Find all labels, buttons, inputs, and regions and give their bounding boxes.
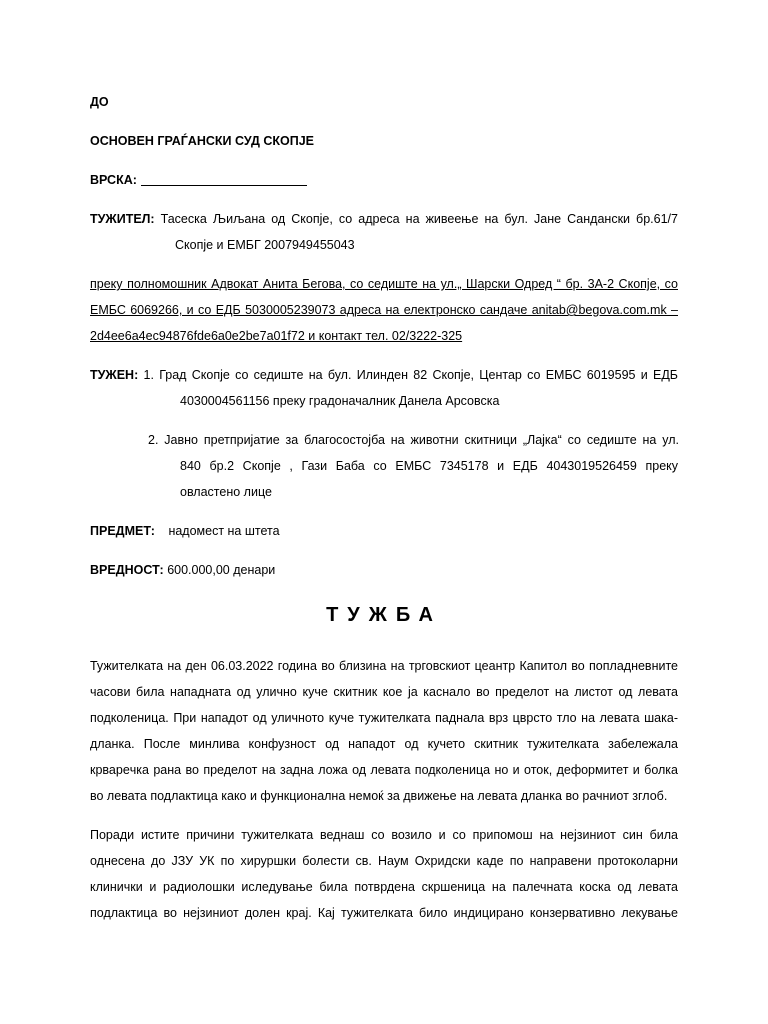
body-p1-line-4: дланка. После минлива конфузност од нападот од кучето скитник тужителката забележала	[90, 737, 678, 751]
amount-label: ВРЕДНОСТ:	[90, 563, 164, 577]
defendant-2-text-3: овластено лице	[180, 485, 272, 499]
addressee-to: ДО	[90, 95, 109, 109]
defendant-label: ТУЖЕН:	[90, 368, 139, 382]
body-p1-line-5: крварeчка рана во пределот на задна ложа од левата подколеница но и оток, деформитет и болка	[90, 763, 678, 777]
body-p2-line-1: Поради истите причини тужителката веднаш со возило и со припомош на нејзиниот син била	[90, 828, 678, 842]
plaintiff-label: ТУЖИТЕЛ:	[90, 212, 155, 226]
subject-line	[90, 524, 280, 538]
body-p2-line-2: однесена до ЈЗУ УК по хируршки болести св. Наум Охридски каде по направени протоколарни	[90, 854, 678, 868]
body-p1-line-2: часови била нападната од улично куче скитник кое ја каснало во пределот на листот од левата	[90, 685, 678, 699]
body-p2-line-4: подлактица во нејзиниот долен крај. Кај тужителката било индицирано конзервативно лекување	[90, 906, 678, 920]
defendant-line-1	[90, 368, 678, 382]
attorney-line-2: ЕМБС 6069266, и со ЕДБ 5030005239073 адреса на електронско сандаче anitab@begova.com.mk –	[90, 303, 678, 317]
court-name: ОСНОВЕН ГРАЃАНСКИ СУД СКОПЈЕ	[90, 134, 315, 148]
plaintiff-text-1: Тасеска Љиљана од Скопје, со адреса на живеење на бул. Јане Сандански бр.61/7	[160, 212, 678, 226]
subject-label: ПРЕДМЕТ:	[90, 524, 155, 538]
reference-blank	[141, 173, 307, 186]
body-p1-line-6: во левата подлактица како и функционална немоќ за движење на левата дланка во рачниот зглоб.	[90, 789, 668, 803]
reference-line	[90, 173, 307, 187]
defendant-2-text-2: 840 бр.2 Скопје , Гази Баба со ЕМБС 7345178 и ЕДБ 4043019526459 преку	[180, 459, 678, 473]
attorney-line-1: преку полномошник Адвокат Анита Бегова, со седиште на ул.„ Шарски Одред “ бр. 3А-2 Скопје, со	[90, 277, 678, 291]
defendant-2-text-1: 2. Јавно претпријатие за благосостојба на животни скитници „Лајка“ со седиште на ул.	[148, 433, 679, 447]
reference-label: ВРСКА:	[90, 173, 137, 187]
defendant-1-text-1: 1. Град Скопје со седиште на бул. Илинден 82 Скопје, Центар со ЕМБС 6019595 и ЕДБ	[143, 368, 678, 382]
subject-value: надомест на штета	[168, 524, 280, 538]
attorney-line-3: 2d4ee6a4ec94876fde6a0e2be7a01f72 и контакт тел. 02/3222-325	[90, 329, 463, 343]
plaintiff-line-2: Скопје и ЕМБГ 2007949455043	[175, 238, 355, 252]
body-p1-line-3: подколеница. При нападот од уличното куче тужителката паднала врз цврсто тло на левата шака-	[90, 711, 678, 725]
body-p2-line-3: клинички и радиолошки иследување била потврдена скршеница на палечната коска од левата	[90, 880, 678, 894]
plaintiff-line-1	[90, 212, 678, 226]
body-p1-line-1: Тужителката на ден 06.03.2022 година во близина на трговскиот цеантр Капитол во попладневните	[90, 659, 678, 673]
defendant-1-text-2: 4030004561156 преку градоначалник Данела Арсовска	[180, 394, 500, 408]
document-title: ТУЖБА	[326, 604, 442, 626]
amount-value: 600.000,00 денари	[167, 563, 276, 577]
amount-line	[90, 563, 275, 577]
